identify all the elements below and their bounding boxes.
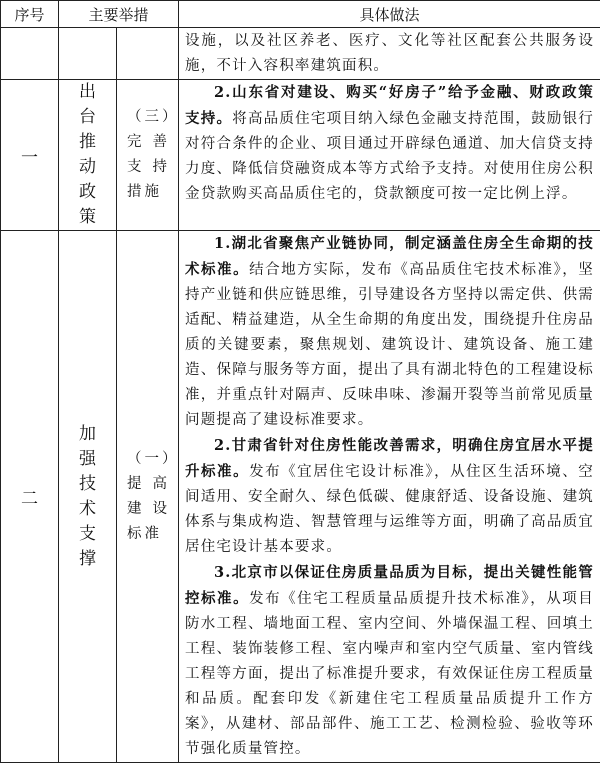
row-number-cell: 二 [1,231,59,763]
row-number-cell: 一 [1,80,59,231]
detail-cell [179,231,600,763]
header-serial-number: 序号 [1,1,59,28]
table-row [1,80,600,231]
detail-paragraph: 2.甘肃省针对住房性能改善需求，明确住房宜居水平提升标准。发布《宜居住宅设计标准》，从住区生活环境、空间适用、安全耐久、绿色低碳、健康舒适、设备设施、建筑体系与集成构造、智慧管理与运维等方面，明确了高品质宜居住宅设计基本要求。 [185,433,594,560]
main-measure-cell: 出台推动政策 [59,80,117,231]
sub-measure-cell [117,28,179,80]
detail-paragraph: 设施，以及社区养老、医疗、文化等社区配套公共服务设施，不计入容积率建筑面积。 [185,28,594,79]
sub-measure-cell: （三）完善支持措施 [117,80,179,231]
table-row [1,28,600,80]
detail-cell [179,80,600,231]
main-measure-cell [59,28,117,80]
sub-measure-cell: （一）提高建设标准 [117,231,179,763]
table-header-row [1,1,600,28]
table-row [1,231,600,763]
header-specific-practices: 具体做法 [179,1,600,28]
row-number-cell [1,28,59,80]
detail-paragraph: 1.湖北省聚焦产业链协同，制定涵盖住房全生命期的技术标准。结合地方实际，发布《高品质住宅技术标准》，坚持产业链和供应链思维，引导建设各方坚持以需定供、供需适配、精益建造，从全生命期的角度出发，围绕提升住房品质的关键要素，聚焦规划、建筑设计、建筑设备、施工建造、保障与服务等方面，提出了具有湖北特色的工程建设标准，并重点针对隔声、反味串味、渗漏开裂等当前常见质量问题提高了建设标准要求。 [185,231,594,433]
main-measure-cell: 加强技术支撑 [59,231,117,763]
detail-paragraph: 2.山东省对建设、购买“好房子”给予金融、财政政策支持。将高品质住宅项目纳入绿色金融支持范围，鼓励银行对符合条件的企业、项目通过开辟绿色通道、加大信贷支持力度、降低信贷融资成本等方式给予支持。对使用住房公积金贷款购买高品质住宅的，贷款额度可按一定比例上浮。 [185,80,594,207]
detail-cell [179,28,600,80]
header-main-measures: 主要举措 [59,1,179,28]
detail-paragraph: 3.北京市以保证住房质量品质为目标，提出关键性能管控标准。发布《住宅工程质量品质提升技术标准》，从项目防水工程、墙地面工程、室内空间、外墙保温工程、回填土工程、装饰装修工程、室内噪声和室内空气质量、室内管线工程等方面，提出了标准提升要求，有效保证住房工程质量和品质。配套印发《新建住宅工程质量品质提升工作方案》，从建材、部品部件、施工工艺、检测检验、验收等环节强化质量管控。 [185,560,594,762]
